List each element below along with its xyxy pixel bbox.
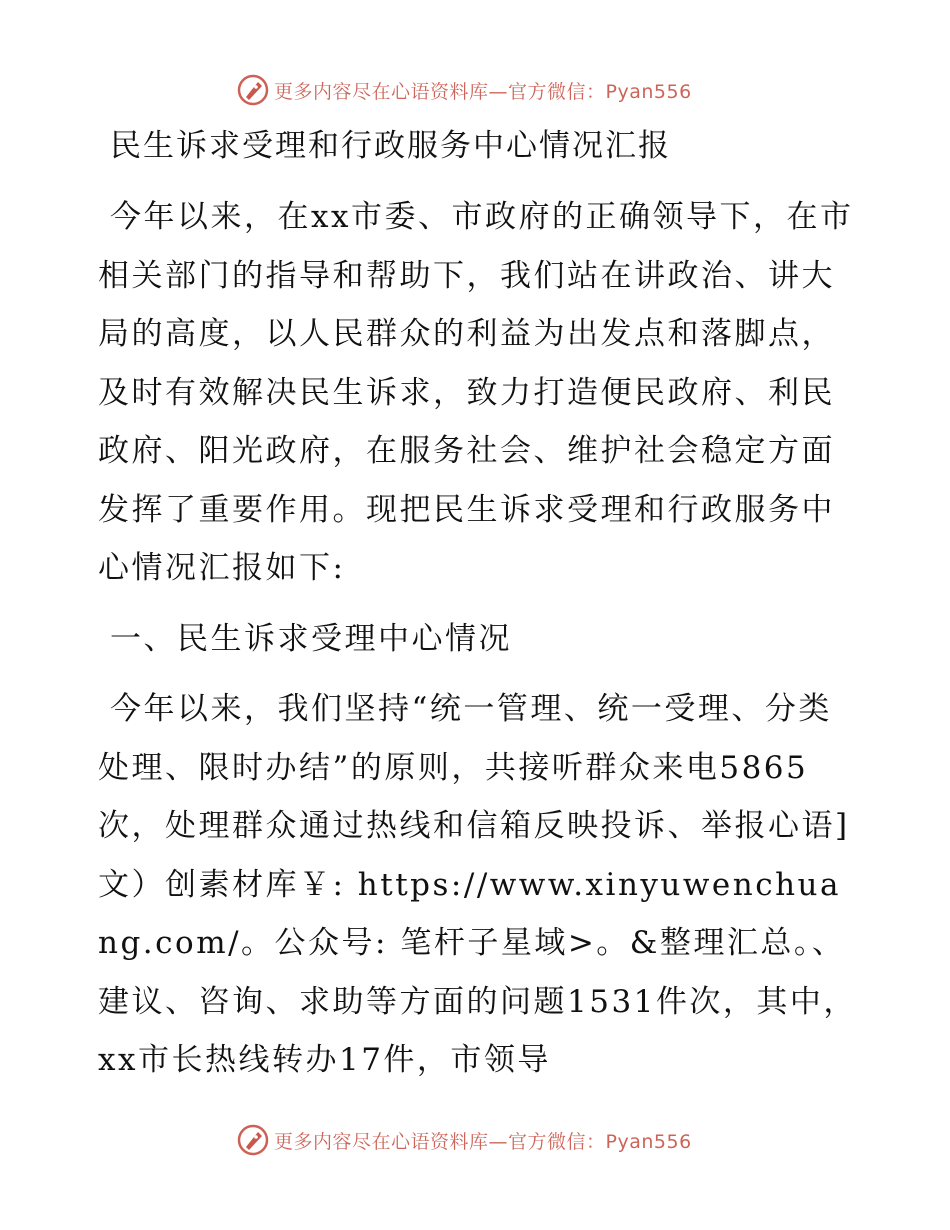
pen-nib-logo-icon: [236, 1123, 270, 1157]
watermark-handle: Pyan556: [605, 80, 692, 103]
footer-watermark: [236, 1122, 692, 1158]
pen-nib-logo-icon: [236, 73, 270, 107]
watermark-text: 更多内容尽在心语资料库—官方微信：Pyan556: [274, 1130, 692, 1153]
watermark-handle: Pyan556: [605, 1130, 692, 1153]
watermark-text: 更多内容尽在心语资料库—官方微信：Pyan556: [274, 80, 692, 103]
section-heading: 一、民生诉求受理中心情况: [110, 620, 512, 657]
intro-paragraph: 今年以来，在xx市委、市政府的正确领导下，在市相关部门的指导和帮助下，我们站在讲政治、讲大局的高度，以人民群众的利益为出发点和落脚点，及时有效解决民生诉求，致力打造便民政府、利民政府、阳光政府，在服务社会、维护社会稳定方面发挥了重要作用。现把民生诉求受理和行政服务中心情况汇报如下:: [98, 199, 854, 586]
document-title: 民生诉求受理和行政服务中心情况汇报: [110, 128, 671, 164]
section-paragraph: 今年以来，我们坚持“统一管理、统一受理、分类处理、限时办结”的原则，共接听群众来电5865次，处理群众通过热线和信箱反映投诉、举报心语]文）创素材库￥: https://www.xinyuwenchuang.com/。公众号: 笔杆子星域>。&整理汇总。、建议、咨询、求助等方面的问题1531件次，其中，xx市长热线转办17件，市领导: [98, 691, 857, 1078]
document-body: [98, 120, 858, 1090]
header-watermark: [236, 72, 692, 108]
